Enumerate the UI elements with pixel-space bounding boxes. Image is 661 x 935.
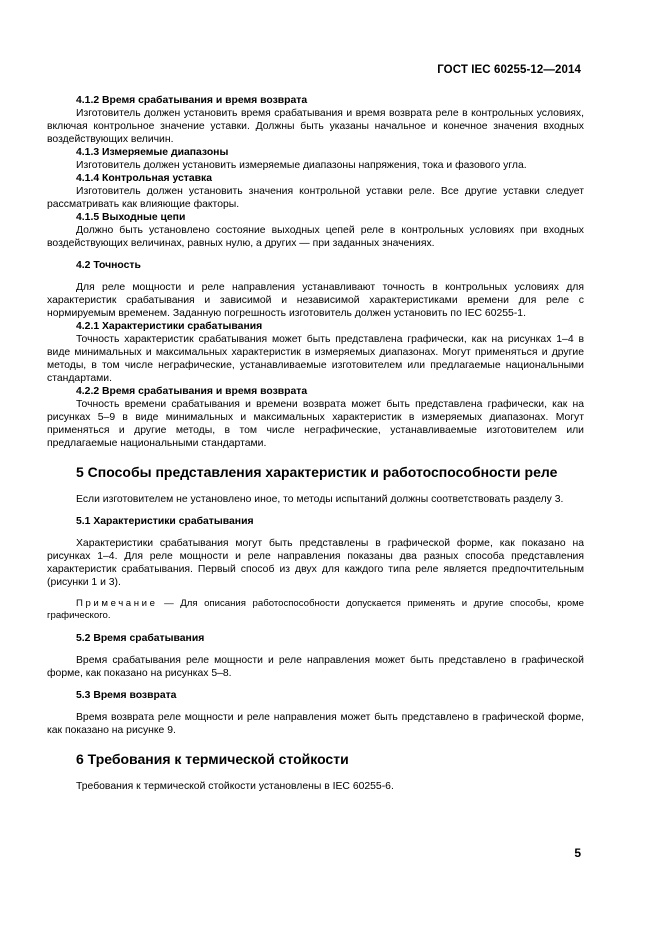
- heading-4-1-2: 4.1.2 Время срабатывания и время возврата: [76, 95, 308, 106]
- paragraph-4-1-3: Изготовитель должен установить измеряемые диапазоны напряжения, тока и фазового угла.: [76, 160, 527, 171]
- heading-5-1: 5.1 Характеристики срабатывания: [76, 516, 254, 527]
- heading-6: 6 Требования к термической стойкости: [76, 751, 349, 767]
- heading-4-2: 4.2 Точность: [76, 260, 141, 271]
- paragraph-4-1-4: Изготовитель должен установить значения контрольной уставки реле. Все другие уставки следует рассматривать как влияющие факторы.: [47, 186, 584, 210]
- page-number: 5: [574, 846, 581, 860]
- note-5-1: [47, 598, 584, 622]
- document-body: [47, 94, 584, 793]
- paragraph-6: Требования к термической стойкости установлены в IEC 60255-6.: [76, 781, 394, 792]
- document-header: ГОСТ IEC 60255-12—2014: [437, 64, 581, 76]
- paragraph-5: Если изготовителем не установлено иное, то методы испытаний должны соответствовать разделу 3.: [76, 494, 564, 505]
- heading-4-2-1: 4.2.1 Характеристики срабатывания: [76, 321, 263, 332]
- heading-4-2-2: 4.2.2 Время срабатывания и время возврата: [76, 386, 308, 397]
- heading-4-1-3: 4.1.3 Измеряемые диапазоны: [76, 147, 229, 158]
- note-text: — Для описания работоспособности допускается применять и другие способы, кроме графического.: [47, 598, 584, 621]
- paragraph-5-1: Характеристики срабатывания могут быть представлены в графической форме, как показано на рисунках 1–4. Для реле мощности и реле направления показаны два разных способа представления характеристик срабатывания. Первый способ из двух для каждого типа реле является предпочтительным (рисунки 1 и 3).: [47, 538, 584, 588]
- paragraph-4-2-2: Точность времени срабатывания и времени возврата может быть представлена графически, как на рисунках 5–9 в виде минимальных и максимальных характеристик в измеряемых диапазонах. Могут применяться и другие методы, в том числе неграфические, устанавливаемые изготовителем или предлагаемые национальными стандартами.: [47, 399, 584, 449]
- heading-5: 5 Способы представления характеристик и работоспособности реле: [76, 464, 558, 480]
- paragraph-5-3: Время возврата реле мощности и реле направления может быть представлено в графической форме, как показано на рисунке 9.: [47, 712, 584, 736]
- heading-4-1-4: 4.1.4 Контрольная уставка: [76, 173, 213, 184]
- heading-5-2: 5.2 Время срабатывания: [76, 633, 205, 644]
- heading-5-3: 5.3 Время возврата: [76, 690, 177, 701]
- paragraph-4-2: Для реле мощности и реле направления устанавливают точность в контрольных условиях для характеристик срабатывания и зависимой и независимой характеристиками времени для реле с нормируемым временем. Заданную погрешность изготовитель должен установить по IEC 60255-1.: [47, 282, 584, 319]
- heading-4-1-5: 4.1.5 Выходные цепи: [76, 212, 186, 223]
- paragraph-4-1-2: Изготовитель должен установить время срабатывания и время возврата реле в контрольных условиях, включая контрольное значение уставки. Должны быть указаны начальное и конечное значения входных воздействующих величин.: [47, 108, 584, 145]
- paragraph-4-2-1: Точность характеристик срабатывания может быть представлена графически, как на рисунках 1–4 в виде минимальных и максимальных характеристик в измеряемых диапазонах. Могут применяться и другие методы, в том числе неграфические, устанавливаемые изготовителем или предлагаемые национальными стандартами.: [47, 334, 584, 384]
- note-label: Примечание: [76, 598, 158, 609]
- paragraph-4-1-5: Должно быть установлено состояние выходных цепей реле в контрольных условиях при входных воздействующих величинах, равных нулю, а других — при заданных значениях.: [47, 225, 584, 249]
- paragraph-5-2: Время срабатывания реле мощности и реле направления может быть представлено в графической форме, как показано на рисунках 5–8.: [47, 655, 584, 679]
